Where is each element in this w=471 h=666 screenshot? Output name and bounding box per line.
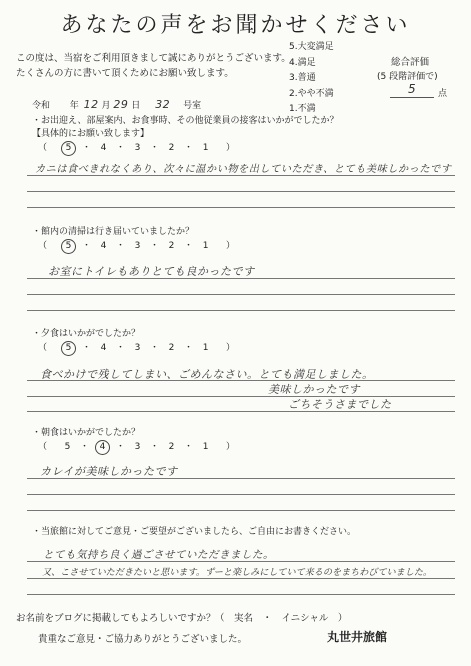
q3-answer-line-1: 食べかけで残してしまい、ごめんなさい。とても満足しました。 bbox=[40, 368, 374, 381]
date-day-label: 日 bbox=[131, 101, 141, 111]
date-month-hand: 12 bbox=[83, 98, 99, 111]
q4-option-selected[interactable]: 4 bbox=[95, 440, 110, 455]
q5-question: ・当旅館に対してご意見・ご要望がございましたら、ご自由にお書きください。 bbox=[32, 527, 357, 537]
answer-rule bbox=[27, 310, 455, 311]
q1-option-selected[interactable]: 5 bbox=[61, 141, 76, 156]
q3-answer-line-3: ごちそうさまでした bbox=[288, 398, 392, 411]
q1-subtitle: 【具体的にお願い致します】 bbox=[32, 129, 150, 139]
answer-rule bbox=[27, 510, 455, 511]
date-line bbox=[32, 98, 201, 111]
q3-option[interactable]: 1 bbox=[202, 343, 209, 353]
intro-line-2: たくさんの方に書いて頂くためにお願い致します。 bbox=[16, 68, 234, 79]
q2-option[interactable]: 3 bbox=[134, 241, 141, 251]
scale-item: 2.やや不満 bbox=[289, 88, 334, 99]
date-month-label: 月 bbox=[101, 101, 111, 111]
q3-option-selected[interactable]: 5 bbox=[61, 341, 76, 356]
q2-option-selected[interactable]: 5 bbox=[61, 239, 76, 254]
q2-question: ・館内の清掃は行き届いていましたか？ bbox=[32, 227, 195, 237]
q4-options[interactable]: （ 5 ・ 4 ・ 3 ・ 2 ・ 1 ） bbox=[30, 439, 243, 455]
blog-question: お名前をブログに掲載してもよろしいですか？ bbox=[16, 613, 216, 624]
rating-subtitle: (5 段階評価で) bbox=[377, 72, 438, 82]
q3-option[interactable]: 2 bbox=[168, 343, 175, 353]
rating-underline bbox=[390, 97, 434, 98]
q2-options[interactable]: （ 5 ・ 4 ・ 3 ・ 2 ・ 1 ） bbox=[30, 238, 243, 254]
q3-question: ・夕食はいかがでしたか？ bbox=[32, 329, 141, 339]
scale-item: 4.満足 bbox=[289, 57, 316, 68]
answer-rule bbox=[27, 278, 455, 279]
q2-answer-line-1: お室にトイレもありとても良かったです bbox=[48, 265, 255, 278]
q2-option[interactable]: 1 bbox=[202, 241, 209, 251]
q1-options[interactable]: （ 5 ・ 4 ・ 3 ・ 2 ・ 1 ） bbox=[30, 140, 243, 156]
blog-options[interactable]: （ 実名 ・ イニシャル ） bbox=[215, 613, 348, 624]
thanks-text: 貴重なご意見・ご協力ありがとうございました。 bbox=[38, 634, 248, 645]
q4-option[interactable]: 1 bbox=[202, 442, 209, 452]
q3-option[interactable]: 3 bbox=[134, 343, 141, 353]
q1-option[interactable]: 3 bbox=[134, 143, 141, 153]
answer-rule bbox=[27, 478, 455, 479]
scale-item: 5.大変満足 bbox=[289, 42, 334, 52]
q2-option[interactable]: 2 bbox=[168, 241, 175, 251]
q1-option[interactable]: 2 bbox=[168, 143, 175, 153]
rating-value: 5 bbox=[408, 82, 416, 96]
date-era: 令和 bbox=[32, 101, 51, 111]
date-year-label: 年 bbox=[69, 101, 79, 111]
q3-options[interactable]: （ 5 ・ 4 ・ 3 ・ 2 ・ 1 ） bbox=[30, 340, 243, 356]
q4-option[interactable]: 3 bbox=[134, 442, 141, 452]
answer-rule bbox=[27, 594, 455, 595]
q5-answer-line-2: 又、こさせていただきたいと思います。ずーと楽しみにしていて来るのをまちわびていました。 bbox=[42, 568, 433, 578]
q3-option[interactable]: 4 bbox=[100, 343, 107, 353]
q3-answer-line-2: 美味しかったです bbox=[268, 383, 360, 396]
date-day-hand: 29 bbox=[113, 98, 129, 111]
q1-answer-line-1: カニは食べきれなくあり、次々に温かい物を出していただき、とても美味しかったです bbox=[35, 164, 452, 175]
q1-question: ・お出迎え、部屋案内、お食事時、その他従業員の接客はいかがでしたか？ bbox=[32, 116, 339, 126]
q4-option[interactable]: 2 bbox=[168, 442, 175, 452]
answer-rule bbox=[27, 578, 455, 579]
room-label: 号室 bbox=[183, 101, 202, 111]
answer-rule bbox=[27, 191, 455, 192]
answer-rule bbox=[27, 294, 455, 295]
q1-option[interactable]: 4 bbox=[100, 143, 107, 153]
q2-option[interactable]: 4 bbox=[100, 241, 107, 251]
scale-item: 1.不満 bbox=[289, 104, 316, 114]
scale-legend bbox=[289, 40, 334, 118]
answer-rule bbox=[27, 207, 455, 208]
answer-rule bbox=[27, 175, 455, 176]
q1-option[interactable]: 1 bbox=[202, 143, 209, 153]
q4-answer-line-1: カレイが美味しかったです bbox=[40, 465, 178, 478]
page-title: あなたの声をお聞かせください bbox=[60, 13, 411, 38]
rating-title: 総合評価 bbox=[391, 57, 430, 68]
scale-item: 3.普通 bbox=[289, 73, 316, 83]
answer-rule bbox=[27, 380, 455, 381]
answer-rule bbox=[27, 494, 455, 495]
q4-question: ・朝食はいかがでしたか？ bbox=[32, 428, 141, 438]
q5-answer-line-1: とても気持ち良く過ごさせていただきました。 bbox=[43, 549, 274, 561]
rating-unit: 点 bbox=[438, 89, 448, 99]
q4-option[interactable]: 5 bbox=[64, 442, 71, 452]
inn-name: 丸世井旅館 bbox=[327, 630, 388, 644]
answer-rule bbox=[27, 561, 455, 562]
room-number-hand: 32 bbox=[155, 98, 171, 111]
intro-line-1: この度は、当宿をご利用頂きまして誠にありがとうございます。 bbox=[16, 53, 291, 64]
answer-rule bbox=[27, 411, 455, 412]
